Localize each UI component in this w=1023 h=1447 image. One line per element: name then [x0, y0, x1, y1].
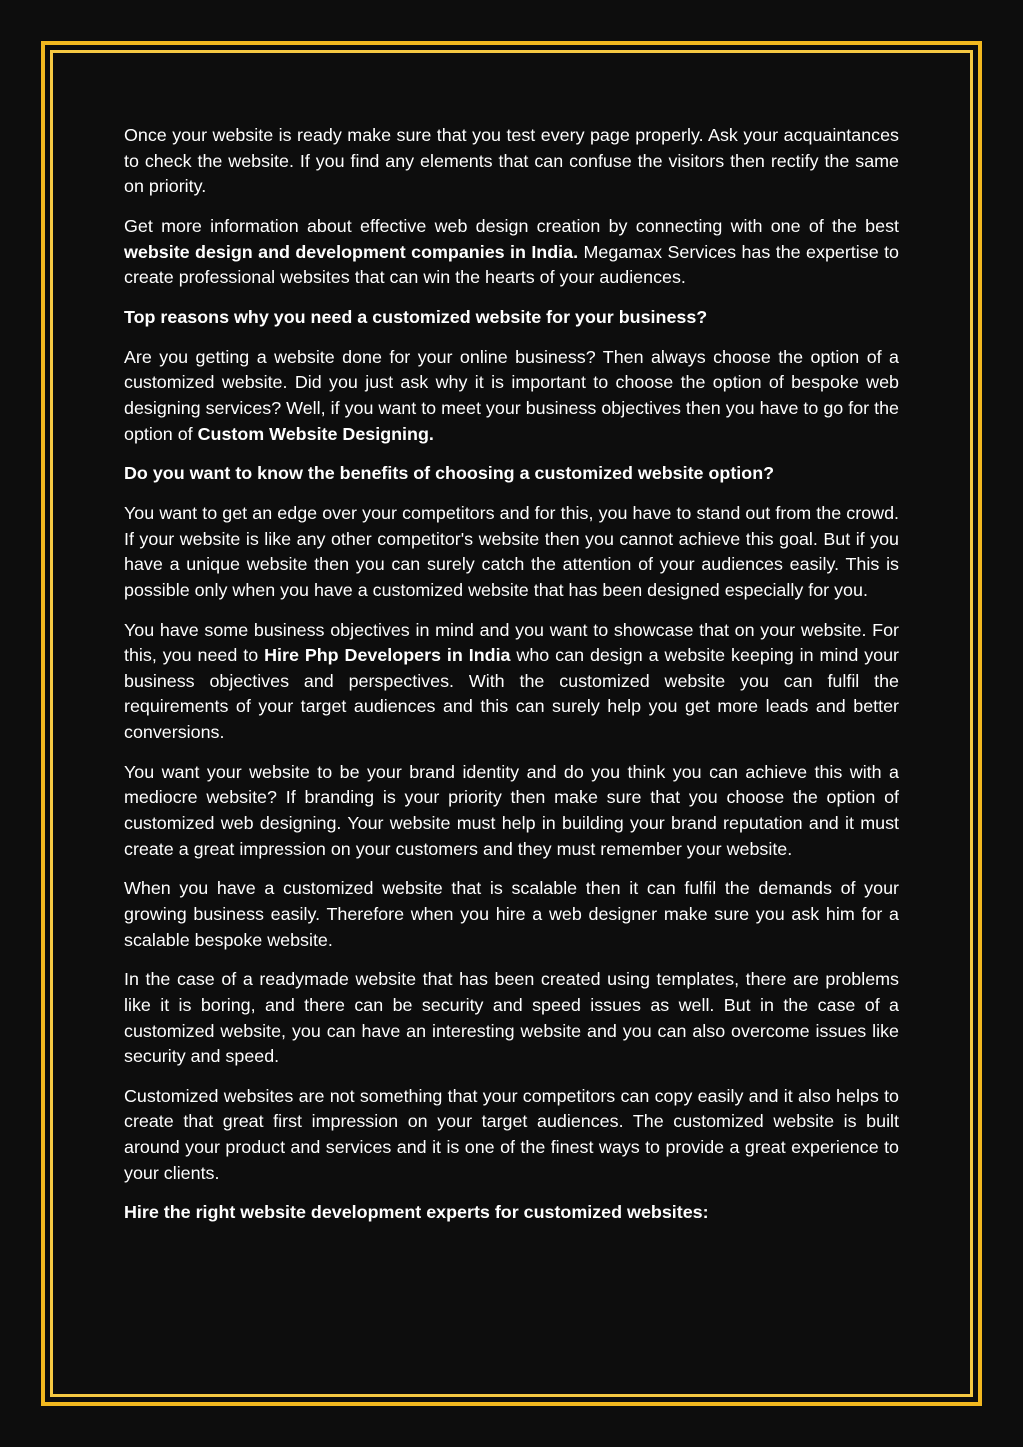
- paragraph-more-info-text: Get more information about effective web design creation by connecting with one of the best: [124, 215, 899, 236]
- link-hire-php-developers: Hire Php Developers in India: [264, 645, 511, 666]
- paragraph-customized-option: [124, 345, 899, 447]
- paragraph-testing: Once your website is ready make sure that you test every page properly. Ask your acquaintances to check the website. If you find any elements that can confuse the visitors then rectify the same on priority.: [124, 125, 899, 197]
- paragraph-branding: You want your website to be your brand identity and do you think you can achieve this with a mediocre website? If branding is your priority then make sure that you choose the option of customized web designing. Your website must help in building your brand reputation and it must create a great impression on your customers and they must remember your website.: [124, 761, 899, 859]
- link-custom-website-designing: Custom Website Designing.: [197, 423, 434, 444]
- paragraph-scalable: When you have a customized website that is scalable then it can fulfil the demands of your growing business easily. Therefore when you hire a web designer make sure you ask him for a scalable bespoke website.: [124, 878, 899, 950]
- paragraph-objectives: [124, 618, 899, 746]
- paragraph-copy: Customized websites are not something that your competitors can copy easily and it also helps to create that great first impression on your target audiences. The customized website is built around your product and services and it is one of the finest ways to provide a great experience to your clients.: [124, 1085, 899, 1183]
- paragraph-more-info: [124, 214, 899, 291]
- link-design-companies: website design and development companies in India.: [124, 241, 579, 262]
- heading-benefits: Do you want to know the benefits of choosing a customized website option?: [124, 463, 775, 484]
- paragraph-more-info-tail: Megamax Services has the expertise to create professional websites that can win the hearts of your audiences.: [124, 241, 899, 288]
- heading-hire-experts: Hire the right website development experts for customized websites:: [124, 1202, 709, 1223]
- paragraph-readymade: In the case of a readymade website that has been created using templates, there are problems like it is boring, and there can be security and speed issues as well. But in the case of a customized website, you can have an interesting website and you can also overcome issues like security and speed.: [124, 969, 899, 1067]
- document-body: [124, 123, 899, 1240]
- heading-top-reasons: Top reasons why you need a customized website for your business?: [124, 306, 708, 327]
- paragraph-customized-option-text: Are you getting a website done for your online business? Then always choose the option of a customized website. Did you just ask why it is important to choose the option of bespoke web designing services? Well, if you want to meet your business objectives then you have to go for the option of: [124, 346, 899, 444]
- paragraph-objectives-tail: who can design a website keeping in mind your business objectives and perspectives. With the customized website you can fulfil the requirements of your target audiences and this can surely help you get more leads and better conversions.: [124, 645, 899, 742]
- paragraph-edge: You want to get an edge over your competitors and for this, you have to stand out from the crowd. If your website is like any other competitor's website then you cannot achieve this goal. But if you have a unique website then you can surely catch the attention of your audiences easily. This is possible only when you have a customized website that has been designed especially for you.: [124, 503, 899, 600]
- paragraph-objectives-text: You have some business objectives in mind and you want to showcase that on your website. For this, you need to: [124, 619, 899, 666]
